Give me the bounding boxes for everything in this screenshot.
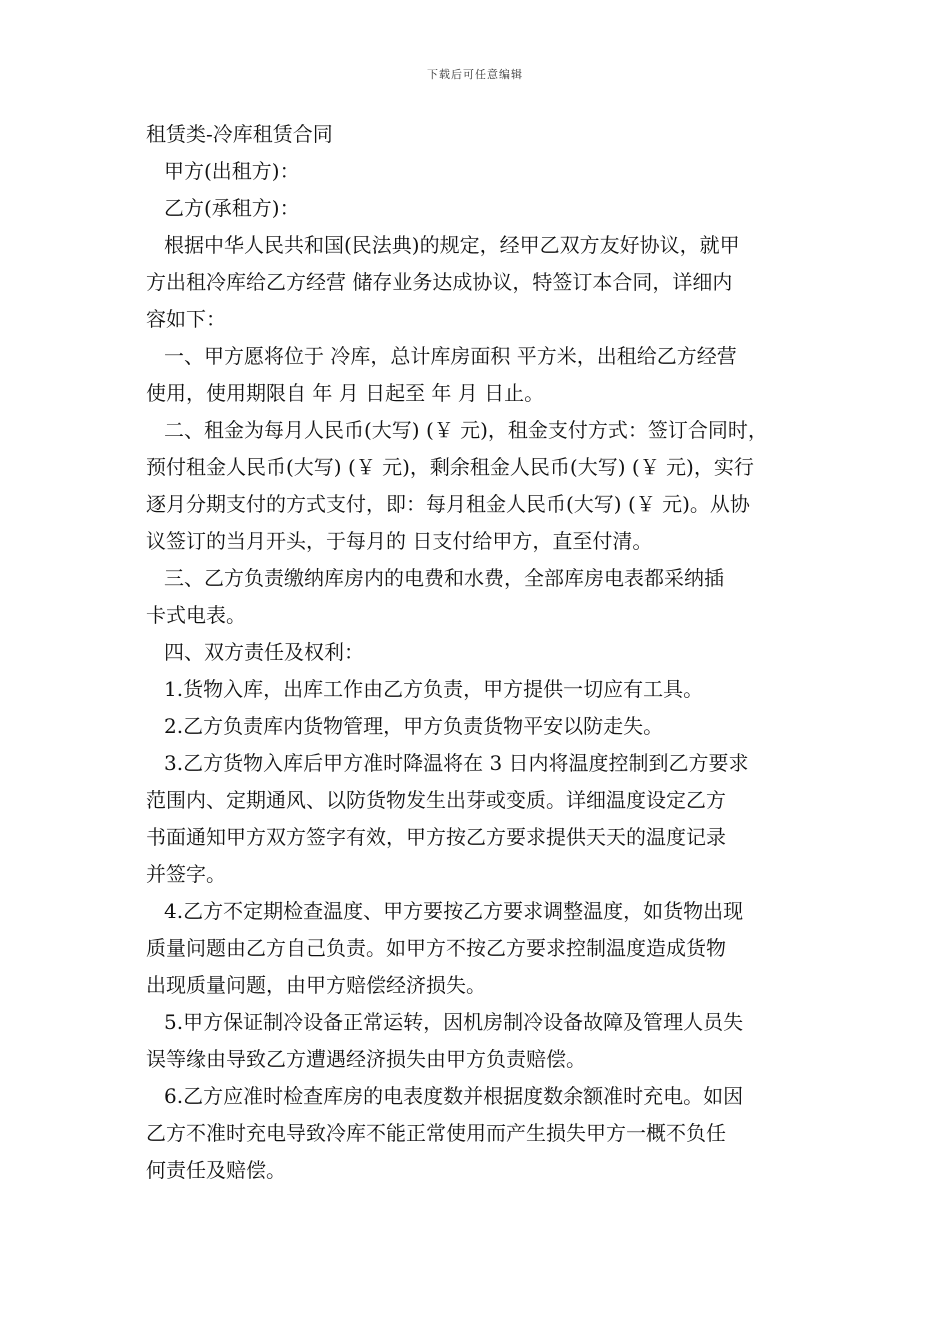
paragraph-line: 预付租金人民币(大写) (￥ 元)，剩余租金人民币(大写) (￥ 元)，实行 <box>146 455 754 479</box>
contract-paragraph <box>146 708 836 745</box>
paragraph-line: 乙方(承租方)： <box>164 196 300 220</box>
paragraph-line: 3.乙方货物入库后甲方准时降温将在 3 日内将温度控制到乙方要求 <box>164 751 749 775</box>
contract-paragraph <box>146 227 836 338</box>
paragraph-line: 误等缘由导致乙方遭遇经济损失由甲方负责赔偿。 <box>146 1047 586 1071</box>
paragraph-line: 5.甲方保证制冷设备正常运转，因机房制冷设备故障及管理人员失 <box>164 1010 744 1034</box>
document-title: 租赁类-冷库租赁合同 <box>146 122 333 146</box>
paragraph-line: 6.乙方应准时检查库房的电表度数并根据度数余额准时充电。如因 <box>164 1084 744 1108</box>
paragraph-line: 二、租金为每月人民币(大写) (￥ 元)，租金支付方式：签订合同时， <box>164 418 768 442</box>
paragraph-line: 四、双方责任及权利： <box>164 640 364 664</box>
paragraph-line: 并签字。 <box>146 862 226 886</box>
paragraph-line: 使用，使用期限自 年 月 日起至 年 月 日止。 <box>146 381 545 405</box>
paragraph-line: 根据中华人民共和国(民法典)的规定，经甲乙双方友好协议，就甲 <box>164 233 740 257</box>
paragraph-line: 范围内、定期通风、以防货物发生出芽或变质。详细温度设定乙方 <box>146 788 726 812</box>
contract-paragraph <box>146 153 836 190</box>
paragraph-line: 甲方(出租方)： <box>164 159 300 183</box>
paragraph-line: 1.货物入库，出库工作由乙方负责，甲方提供一切应有工具。 <box>164 677 704 701</box>
paragraph-line: 方出租冷库给乙方经营 储存业务达成协议，特签订本合同，详细内 <box>146 270 733 294</box>
paragraph-line: 一、甲方愿将位于 冷库，总计库房面积 平方米，出租给乙方经营 <box>164 344 737 368</box>
contract-paragraph <box>146 560 836 634</box>
paragraph-list <box>146 153 836 1189</box>
contract-paragraph <box>146 634 836 671</box>
contract-paragraph <box>146 338 836 412</box>
paragraph-line: 逐月分期支付的方式支付，即：每月租金人民币(大写) (￥ 元)。从协 <box>146 492 750 516</box>
paragraph-line: 何责任及赔偿。 <box>146 1158 286 1182</box>
page-header-note: 下载后可任意编辑 <box>427 68 523 81</box>
paragraph-line: 质量问题由乙方自己负责。如甲方不按乙方要求控制温度造成货物 <box>146 936 726 960</box>
paragraph-line: 议签订的当月开头，于每月的 日支付给甲方，直至付清。 <box>146 529 653 553</box>
document-body <box>146 116 836 1189</box>
paragraph-line: 出现质量问题，由甲方赔偿经济损失。 <box>146 973 486 997</box>
paragraph-line: 书面通知甲方双方签字有效，甲方按乙方要求提供天天的温度记录 <box>146 825 726 849</box>
contract-paragraph <box>146 1078 836 1189</box>
contract-paragraph <box>146 745 836 893</box>
contract-paragraph <box>146 671 836 708</box>
contract-paragraph <box>146 1004 836 1078</box>
paragraph-line: 2.乙方负责库内货物管理，甲方负责货物平安以防走失。 <box>164 714 664 738</box>
paragraph-line: 卡式电表。 <box>146 603 246 627</box>
contract-paragraph <box>146 190 836 227</box>
paragraph-line: 乙方不准时充电导致冷库不能正常使用而产生损失甲方一概不负任 <box>146 1121 726 1145</box>
contract-paragraph <box>146 412 836 560</box>
paragraph-line: 三、乙方负责缴纳库房内的电费和水费，全部库房电表都采纳插 <box>164 566 724 590</box>
contract-paragraph <box>146 893 836 1004</box>
paragraph-line: 容如下： <box>146 307 226 331</box>
paragraph-line: 4.乙方不定期检查温度、甲方要按乙方要求调整温度，如货物出现 <box>164 899 744 923</box>
